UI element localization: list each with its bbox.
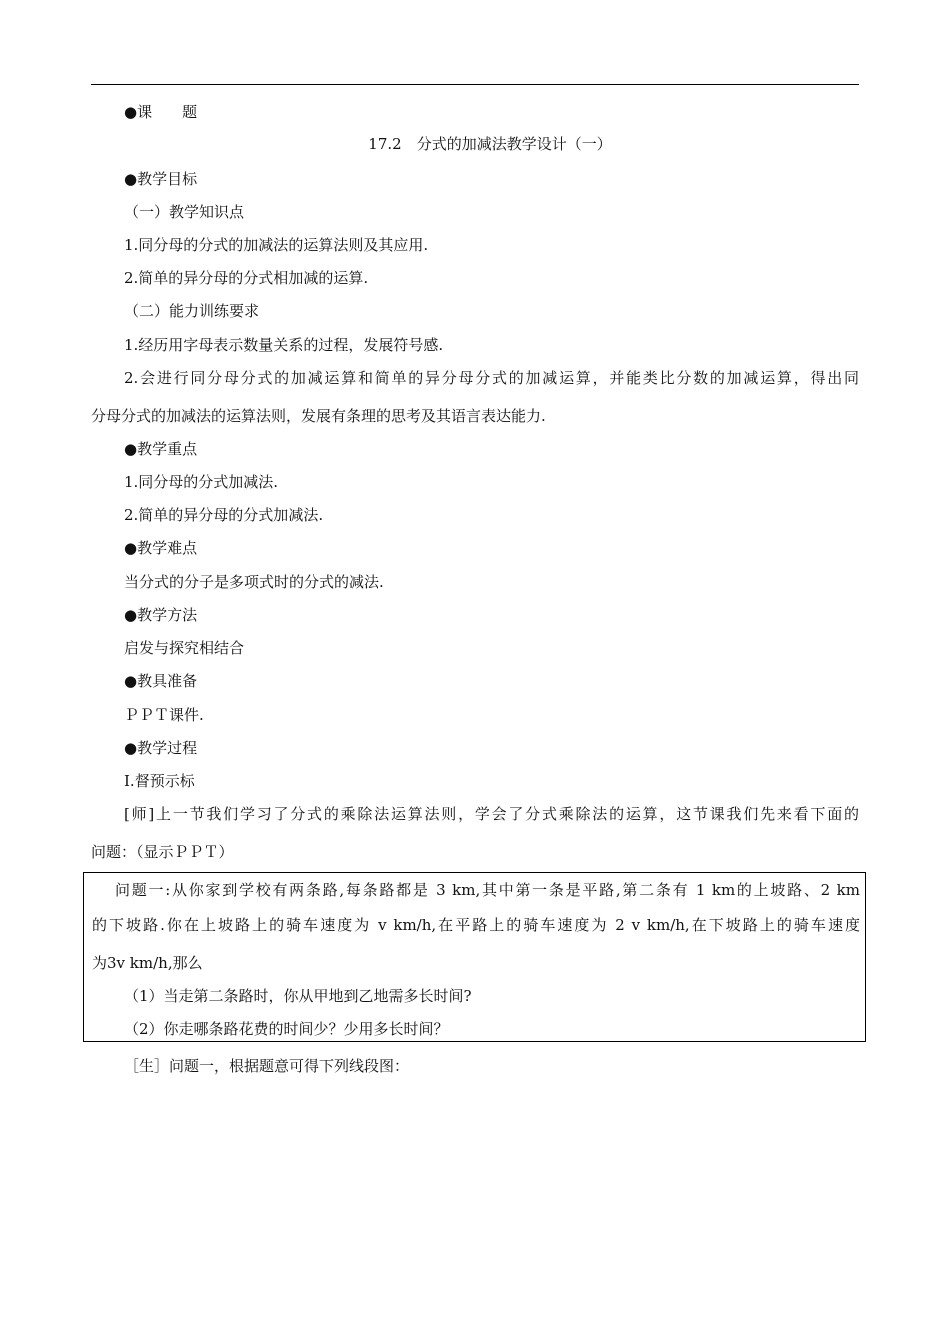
topic-label: ●课 题	[124, 103, 198, 121]
knowledge-item: 2.简单的异分母的分式相加减的运算.	[124, 269, 369, 287]
teacher-line-continued: 问题：（显示ＰＰＴ）	[91, 843, 234, 861]
process-heading: ●教学过程	[124, 739, 198, 757]
method-heading: ●教学方法	[124, 606, 198, 624]
ability-item: 2.会进行同分母分式的加减运算和简单的异分母分式的加减运算，并能类比分数的加减运算，得出同	[124, 369, 859, 387]
ability-heading: （二）能力训练要求	[124, 302, 260, 320]
teacher-line: [师]上一节我们学习了分式的乘除法运算法则，学会了分式乘除法的运算，这节课我们先来看下面的	[124, 805, 859, 823]
ability-item: 1.经历用字母表示数量关系的过程，发展符号感.	[124, 336, 444, 354]
problem-question-2: （2）你走哪条路花费的时间少？少用多长时间？	[124, 1020, 449, 1038]
tools-heading: ●教具准备	[124, 672, 198, 690]
student-line: ［生］问题一，根据题意可得下列线段图：	[124, 1057, 410, 1075]
method-text: 启发与探究相结合	[124, 639, 245, 657]
problem-question-1: （1）当走第二条路时，你从甲地到乙地需多长时间?	[124, 987, 472, 1005]
difficulties-text: 当分式的分子是多项式时的分式的减法.	[124, 573, 384, 591]
problem-box	[83, 872, 866, 1042]
knowledge-heading: （一）教学知识点	[124, 203, 245, 221]
key-point-item: 1.同分母的分式加减法.	[124, 473, 279, 491]
problem-line: 的下坡路.你在上坡路上的骑车速度为 v km/h,在平路上的骑车速度为 2 v km/h,在下坡路上的骑车速度	[92, 916, 860, 934]
lesson-title: 17.2 分式的加减法教学设计（一）	[368, 135, 612, 153]
key-points-heading: ●教学重点	[124, 440, 198, 458]
ability-item-continued: 分母分式的加减法的运算法则，发展有条理的思考及其语言表达能力.	[91, 407, 546, 425]
difficulties-heading: ●教学难点	[124, 539, 198, 557]
problem-line: 问题一:从你家到学校有两条路,每条路都是 3 km,其中第一条是平路,第二条有 1 km的上坡路、2 km	[115, 881, 860, 899]
key-point-item: 2.简单的异分母的分式加减法.	[124, 506, 324, 524]
problem-line: 为3v km/h,那么	[92, 954, 203, 972]
knowledge-item: 1.同分母的分式的加减法的运算法则及其应用.	[124, 236, 429, 254]
objectives-heading: ●教学目标	[124, 170, 198, 188]
tools-text: ＰＰＴ课件.	[124, 706, 204, 724]
process-stage: Ⅰ.督预示标	[124, 772, 195, 790]
header-rule	[91, 84, 859, 85]
